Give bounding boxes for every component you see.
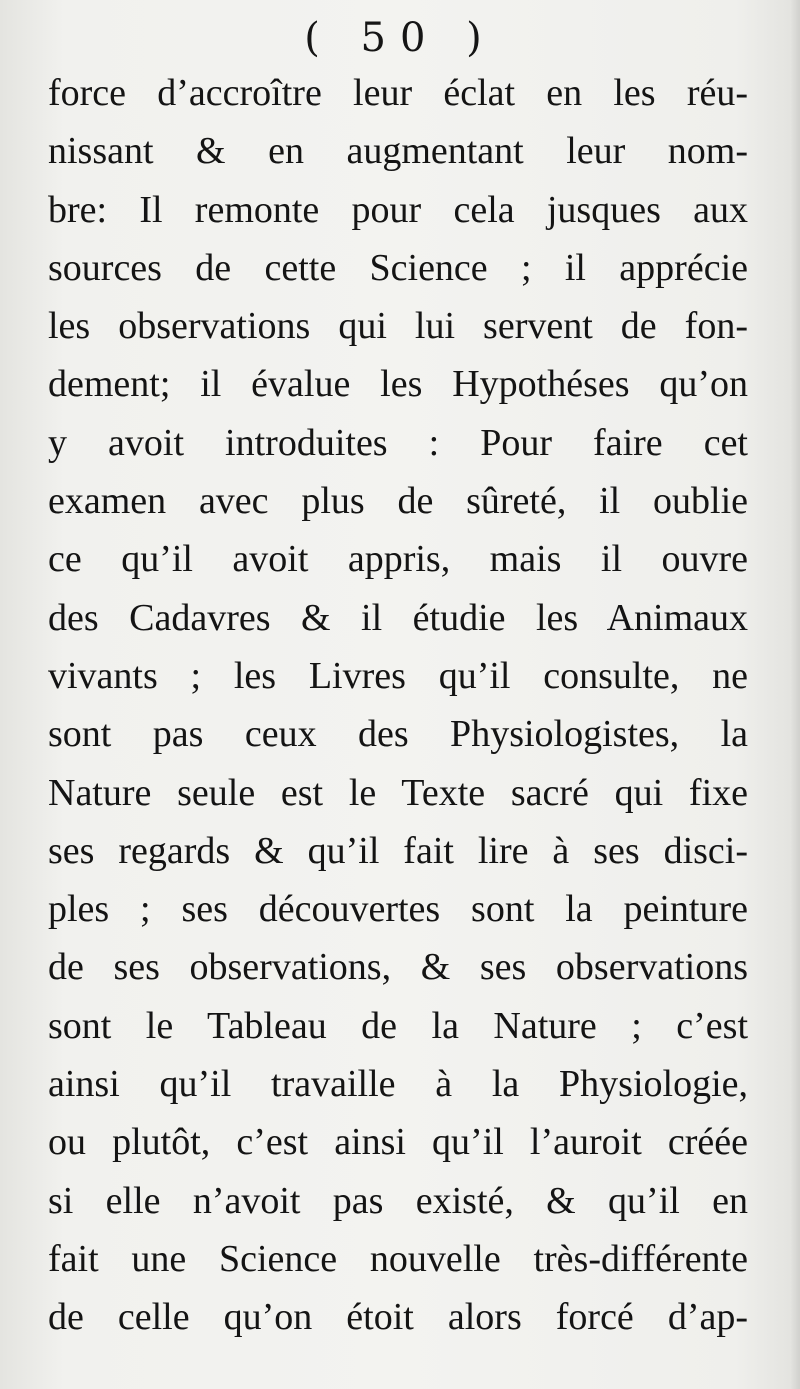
text-line: examen avec plus de sûreté, il oublie xyxy=(48,480,748,523)
page-number: ( 50 ) xyxy=(304,15,496,61)
text-line: nissant & en augmentant leur nom- xyxy=(48,130,748,173)
body-text xyxy=(48,64,748,1347)
text-line: si elle n’avoit pas existé, & qu’il en xyxy=(48,1179,748,1222)
text-line: fait une Science nouvelle très-différente xyxy=(48,1237,748,1280)
text-line: ce qu’il avoit appris, mais il ouvre xyxy=(48,538,748,581)
text-line: vivants ; les Livres qu’il consulte, ne xyxy=(48,654,748,697)
text-line: de ses observations, & ses observations xyxy=(48,946,748,989)
text-line: ses regards & qu’il fait lire à ses disci- xyxy=(48,829,748,872)
text-line: ou plutôt, c’est ainsi qu’il l’auroit créée xyxy=(48,1121,748,1164)
text-line: sources de cette Science ; il apprécie xyxy=(48,246,748,289)
text-line: ples ; ses découvertes sont la peinture xyxy=(48,888,748,931)
text-line: sont pas ceux des Physiologistes, la xyxy=(48,713,748,756)
text-line: y avoit introduites : Pour faire cet xyxy=(48,421,748,464)
text-line: dement; il évalue les Hypothéses qu’on xyxy=(48,363,748,406)
text-line: bre: Il remonte pour cela jusques aux xyxy=(48,188,748,231)
text-line: sont le Tableau de la Nature ; c’est xyxy=(48,1004,748,1047)
text-line: de celle qu’on étoit alors forcé d’ap- xyxy=(48,1296,748,1339)
text-line: force d’accroître leur éclat en les réu- xyxy=(48,72,748,114)
page-edge-shadow xyxy=(790,0,800,1389)
text-line: ainsi qu’il travaille à la Physiologie, xyxy=(48,1063,748,1106)
text-line: les observations qui lui servent de fon- xyxy=(48,305,748,348)
text-line: des Cadavres & il étudie les Animaux xyxy=(48,596,748,639)
text-line: Nature seule est le Texte sacré qui fixe xyxy=(48,771,748,814)
